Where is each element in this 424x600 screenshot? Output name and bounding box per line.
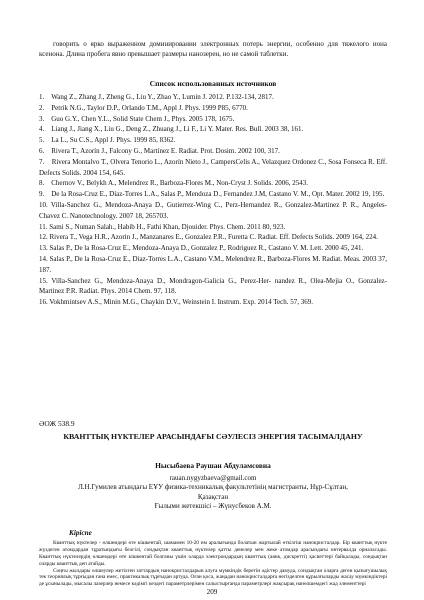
udc-code: ӘОЖ 538.9 xyxy=(39,419,75,428)
reference-item: 3. Guo G.Y., Chen Y.L., Solid State Chem J., Phys. 2005 178, 1675. xyxy=(39,114,235,123)
references-list xyxy=(39,92,387,308)
reference-item: 1. Wang Z., Zhang J., Zheng G., Liu Y., Zhao Y., Lumin J. 2012. P.132-134, 2817. xyxy=(39,93,274,101)
reference-item: 2. Petrik N.G., Taylor D.P., Orlando T.M., Appl J. Phys. 1999 P85, 6770. xyxy=(39,103,248,112)
reference-item: 7. Rivera Montalvo T., Olvera Tenorio L., Azorín Nieto J., CampersCelis A., Velazquez Ordonez C., Sosa Fonseca R. Eff. Defects Solids. 2004 154, 645. xyxy=(39,157,387,177)
author-name: Нысыбаева Раушан Абдуламсовна xyxy=(155,461,271,470)
page-number: 209 xyxy=(206,588,218,596)
intro-text: говорить о ярко выраженном доминировании электронных потерь энергии, особенно для тяжелого иона ксенона. Длина пробега явно превышает размеры нанозерен, но не самой таблетки. xyxy=(39,40,387,58)
author-affiliation-block xyxy=(39,474,387,512)
reference-item: 8. Chernov V., Belykh A., Melendrez R., Barboza-Flores M., Non-Cryst J. Solids. 2006, 2543. xyxy=(39,179,309,188)
reference-item: 4. Liang J., Jiang X., Liu G., Deng Z., Zhuang J., Li F., Li Y. Mater. Res. Bull. 2003 38, 161. xyxy=(39,125,304,134)
reference-item: 6. Rivera T., Azorín J., Falcony G., Martínez E. Radiat. Prot. Dosim. 2002 100, 317. xyxy=(39,146,280,155)
reference-item: 9. De la Rosa-Cruz E., Díaz-Torres L.A., Salas P., Mendoza D., Fernandez J.M, Castano V. M., Opt. Mater. 2002 19, 195. xyxy=(39,190,385,199)
section-heading: Кіріспе xyxy=(69,529,92,537)
body-paragraph: Соңғы жылдары өлшеулер жетілген заттардың нанокристалдарын алуға мүмкіндік беретін әдістер дамуда, сондықтан оларға деген қызығушылық тек теориялық тұрғыдан ғана емес, практикалық тұрғыдан артуда. Оған қоса, жаңадан нанокристалдарға негізделген құрылғыларды жасау мүмкіндіктері де ұсынылады, мысалы лазерлер немесе кәдімгі кездегі параметрлерімен салыстырғанда параметрлері жақсырақ нанөлшемдегі жад элементтері xyxy=(39,567,387,588)
reference-item: 14. Salas P., De la Rosa-Cruz E., Diaz-Torres L.A., Castano V.M., Melendrez R., Barboza-Flores M. Radiat. Meas. 2003 37, 187. xyxy=(39,254,387,274)
intro-paragraph xyxy=(39,40,387,59)
reference-item: 12. Rivera T., Vega H.R., Azorin J., Manzanares E., Gonzalez P.R., Furetta C. Radiat. Eff. Defects Solids. 2009 164, 224. xyxy=(39,233,378,242)
references-title: Список использованных источников xyxy=(149,79,277,88)
reference-item: 13. Salas P., De la Rosa-Cruz E., Mendoza-Anaya D., Gonzalez P., Rodriguez R., Castano V. M. Lett. 2000 45, 241. xyxy=(39,244,364,253)
affiliation-line: Л.Н.Гумилев атындағы ЕҰУ физика-техникалық факультетінің магистранты, Нұр-Сұлтан, xyxy=(78,483,348,492)
reference-item: 15. Villa-Sanchez G., Mendoza-Anaya D., Mondragon-Galicia G., Perez-Her- nandez R., Olea-Mejia O., Gonzalez-Martinez P.R. Radiat. Phys. 2014 Chem. 97, 118. xyxy=(39,276,387,296)
supervisor: Ғылыми жетекшісі – Жүнусбеков А.М. xyxy=(154,502,272,511)
reference-item: 5. La L., Su C.S., Appl J. Phys. 1999 85, 8362. xyxy=(39,136,176,145)
affiliation-country: Қазақстан xyxy=(197,492,229,501)
body-paragraph: Кванттық нүктелер - өлшемдері өте кішкентай, шамамен 10-20 нм аралығында болатын жартылай өткізгіш нанокристалдар. Бір кванттық нүкте жүздеген атомдардан тұратындығы белгілі, сондықтан кванттық нүктелер қатты денелер мен жеке атомдар арасындағы интервалда орналасады. Кванттық нүктелердің өлшемдері өте кішкентай болғаны үшін оларда электрондардың кванттық (аянк, дискретті) қасиеттері байқалады, сондықтан оларды кванттық деп атайды. xyxy=(39,540,387,567)
reference-item: 16. Vokhmintsev A.S., Minin M.G., Chaykin D.V., Weinstein I. Instrum. Exp. 2014 Tech. 57, 369. xyxy=(39,298,314,307)
reference-item: 11. Sami S., Numan Salah., Habib H., Fathi Khan, Djouider. Phys. Chem. 2011 80, 923. xyxy=(39,222,286,231)
reference-item: 10. Villa-Sanchez G., Mendoza-Anaya D., Gutierrez-Wing C., Perz-Hernandez R., Gonzalez-Martinez P. R., Angeles-Chavez C. Nanotechnology. 2007 18, 265703. xyxy=(39,200,387,220)
article-title: КВАНТТЫҚ НҮКТЕЛЕР АРАСЫНДАҒЫ СӘУЛЕСІЗ ЭНЕРГИЯ ТАСЫМАЛДАНУ xyxy=(63,432,363,441)
author-email: rauan.nygyzbaeva@gmail.com xyxy=(169,474,257,482)
body-text xyxy=(39,540,387,588)
